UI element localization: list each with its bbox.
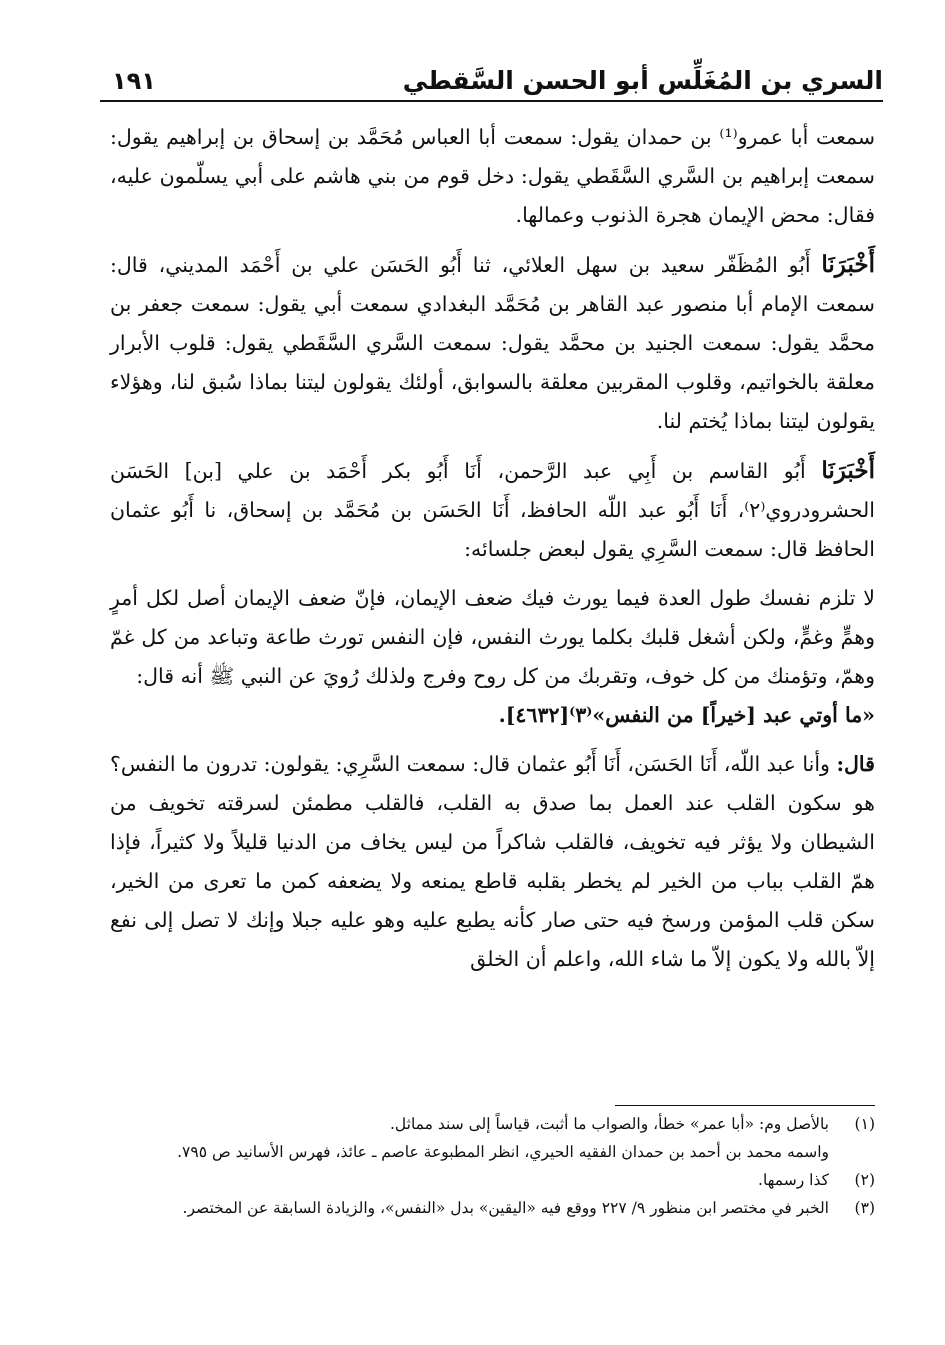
footnote-2 xyxy=(110,1166,875,1194)
paragraph-3-text: أَبُو القاسم بن أَبِي عبد الرَّحمن، أَنَا أَبُو بكر أَحْمَد بن علي [بن] الحَسَن الحشرودروي⁽٢⁾، أَنَا أَبُو عبد اللّه الحافظ، أَنَا الحَسَن بن مُحَمَّد بن إسحاق، نا أَبُو عثمان الحافظ قال: سمعت السَّرِي يقول لبعض جلسائه: xyxy=(110,459,875,561)
hadith-quote: «ما أوتي عبد [خيراً] من النفس»⁽٣⁾[٤٦٣٢]. xyxy=(498,703,875,727)
paragraph-1: سمعت أبا عمرو⁽¹⁾ بن حمدان يقول: سمعت أبا العباس مُحَمَّد بن إسحاق بن إبراهيم يقول: سمعت إبراهيم بن السَّري السَّقَطي يقول: دخل قوم من بني هاشم على أبي يسلّمون عليه، فقال: محض الإيمان هجرة الذنوب وعمالها. xyxy=(110,125,876,227)
running-head-title: السري بن المُغَلِّس أبو الحسن السَّقطي xyxy=(402,66,883,95)
paragraph-2-lead: أَخْبَرَنَا xyxy=(821,251,875,278)
paragraph-2-text: أَبُو المُظَفّر سعيد بن سهل العلائي، ثنا أَبُو الحَسَن علي بن أَحْمَد المديني، قال: سمعت الإمام أبا منصور عبد القاهر بن مُحَمَّد البغدادي سمعت أبي يقول: سمعت جعفر بن محمَّد يقول: سمعت الجنيد بن محمَّد يقول: سمعت السَّري السَّقَطي يقول: قلوب الأبرار معلقة بالخواتيم، وقلوب المقربين معلقة بالسوابق، أولئك يقولون ليتنا بماذا سُبق لنا، وهؤلاء يقولون ليتنا بماذا يُختم لنا. xyxy=(110,253,875,433)
paragraph-4: لا تلزم نفسك طول العدة فيما يورث فيك ضعف الإيمان، فإنّ ضعف الإيمان أصل لكل أمرٍ وهمٍّ وغمٍّ، ولكن أشغل قلبك بكلما يورث النفس، فإن النفس تورث طاعة وتباعد من كل غمّ وهمّ، وتؤمنك من كل خوف، وتقربك من كل روح وفرج ولذلك رُويَ عن النبي ﷺ أنه قال: xyxy=(110,586,875,688)
main-text xyxy=(110,118,875,979)
paragraph-6 xyxy=(110,745,875,979)
paragraph-3 xyxy=(110,451,875,569)
footnotes xyxy=(110,1110,875,1222)
footnote-1-continuation: واسمه محمد بن أحمد بن حمدان الفقيه الحيري، انظر المطبوعة عاصم ـ عائذ، فهرس الأسانيد ص ٧٩٥. xyxy=(177,1143,829,1161)
paragraph-2 xyxy=(110,245,875,441)
footnote-2-text: كذا رسمها. xyxy=(758,1171,829,1189)
paragraph-6-text: وأنا عبد اللّه، أَنَا الحَسَن، أَنَا أَبُو عثمان قال: سمعت السَّرِي: يقولون: تدرون ما النفس؟ هو سكون القلب عند العمل بما صدق به القلب، فالقلب مطمئن لسرقته تخويف من الشيطان ولا يؤثر فيه تخويف، فالقلب شاكراً من ليس يخاف من الدنيا قليلاً ولا كثيراً، فإذا همّ القلب بباب من الخير لم يخطر بقلبه قاطع يمنعه ولا يضعفه كمن ما تعرى من الخير، سكن قلب المؤمن ورسخ فيه حتى صار كأنه يطبع عليه وهو عليه جبلا وإنك لا تصل إلى نفع إلاّ بالله ولا يكون إلاّ ما شاء الله، واعلم أن الخلق xyxy=(110,752,875,971)
footnote-2-number: (٢) xyxy=(854,1171,875,1189)
footnote-1 xyxy=(110,1110,875,1138)
footnote-3 xyxy=(110,1194,875,1222)
paragraph-3-lead: أَخْبَرَنَا xyxy=(821,457,875,484)
header-rule xyxy=(100,100,883,102)
footnote-rule xyxy=(615,1105,875,1106)
paragraph-6-lead: قال: xyxy=(836,752,875,776)
page-number: ١٩١ xyxy=(112,67,156,95)
running-head xyxy=(112,52,883,96)
footnote-3-text: الخبر في مختصر ابن منظور ٩/ ٢٢٧ ووقع فيه «اليقين» بدل «النفس»، والزيادة السابقة عن المختصر. xyxy=(182,1199,829,1217)
footnote-1-number: (١) xyxy=(854,1115,875,1133)
footnote-1-text: بالأصل وم: «أبا عمر» خطأ، والصواب ما أثبت، قياساً إلى سند مماثل. xyxy=(389,1115,829,1133)
footnote-3-number: (٣) xyxy=(854,1199,875,1217)
